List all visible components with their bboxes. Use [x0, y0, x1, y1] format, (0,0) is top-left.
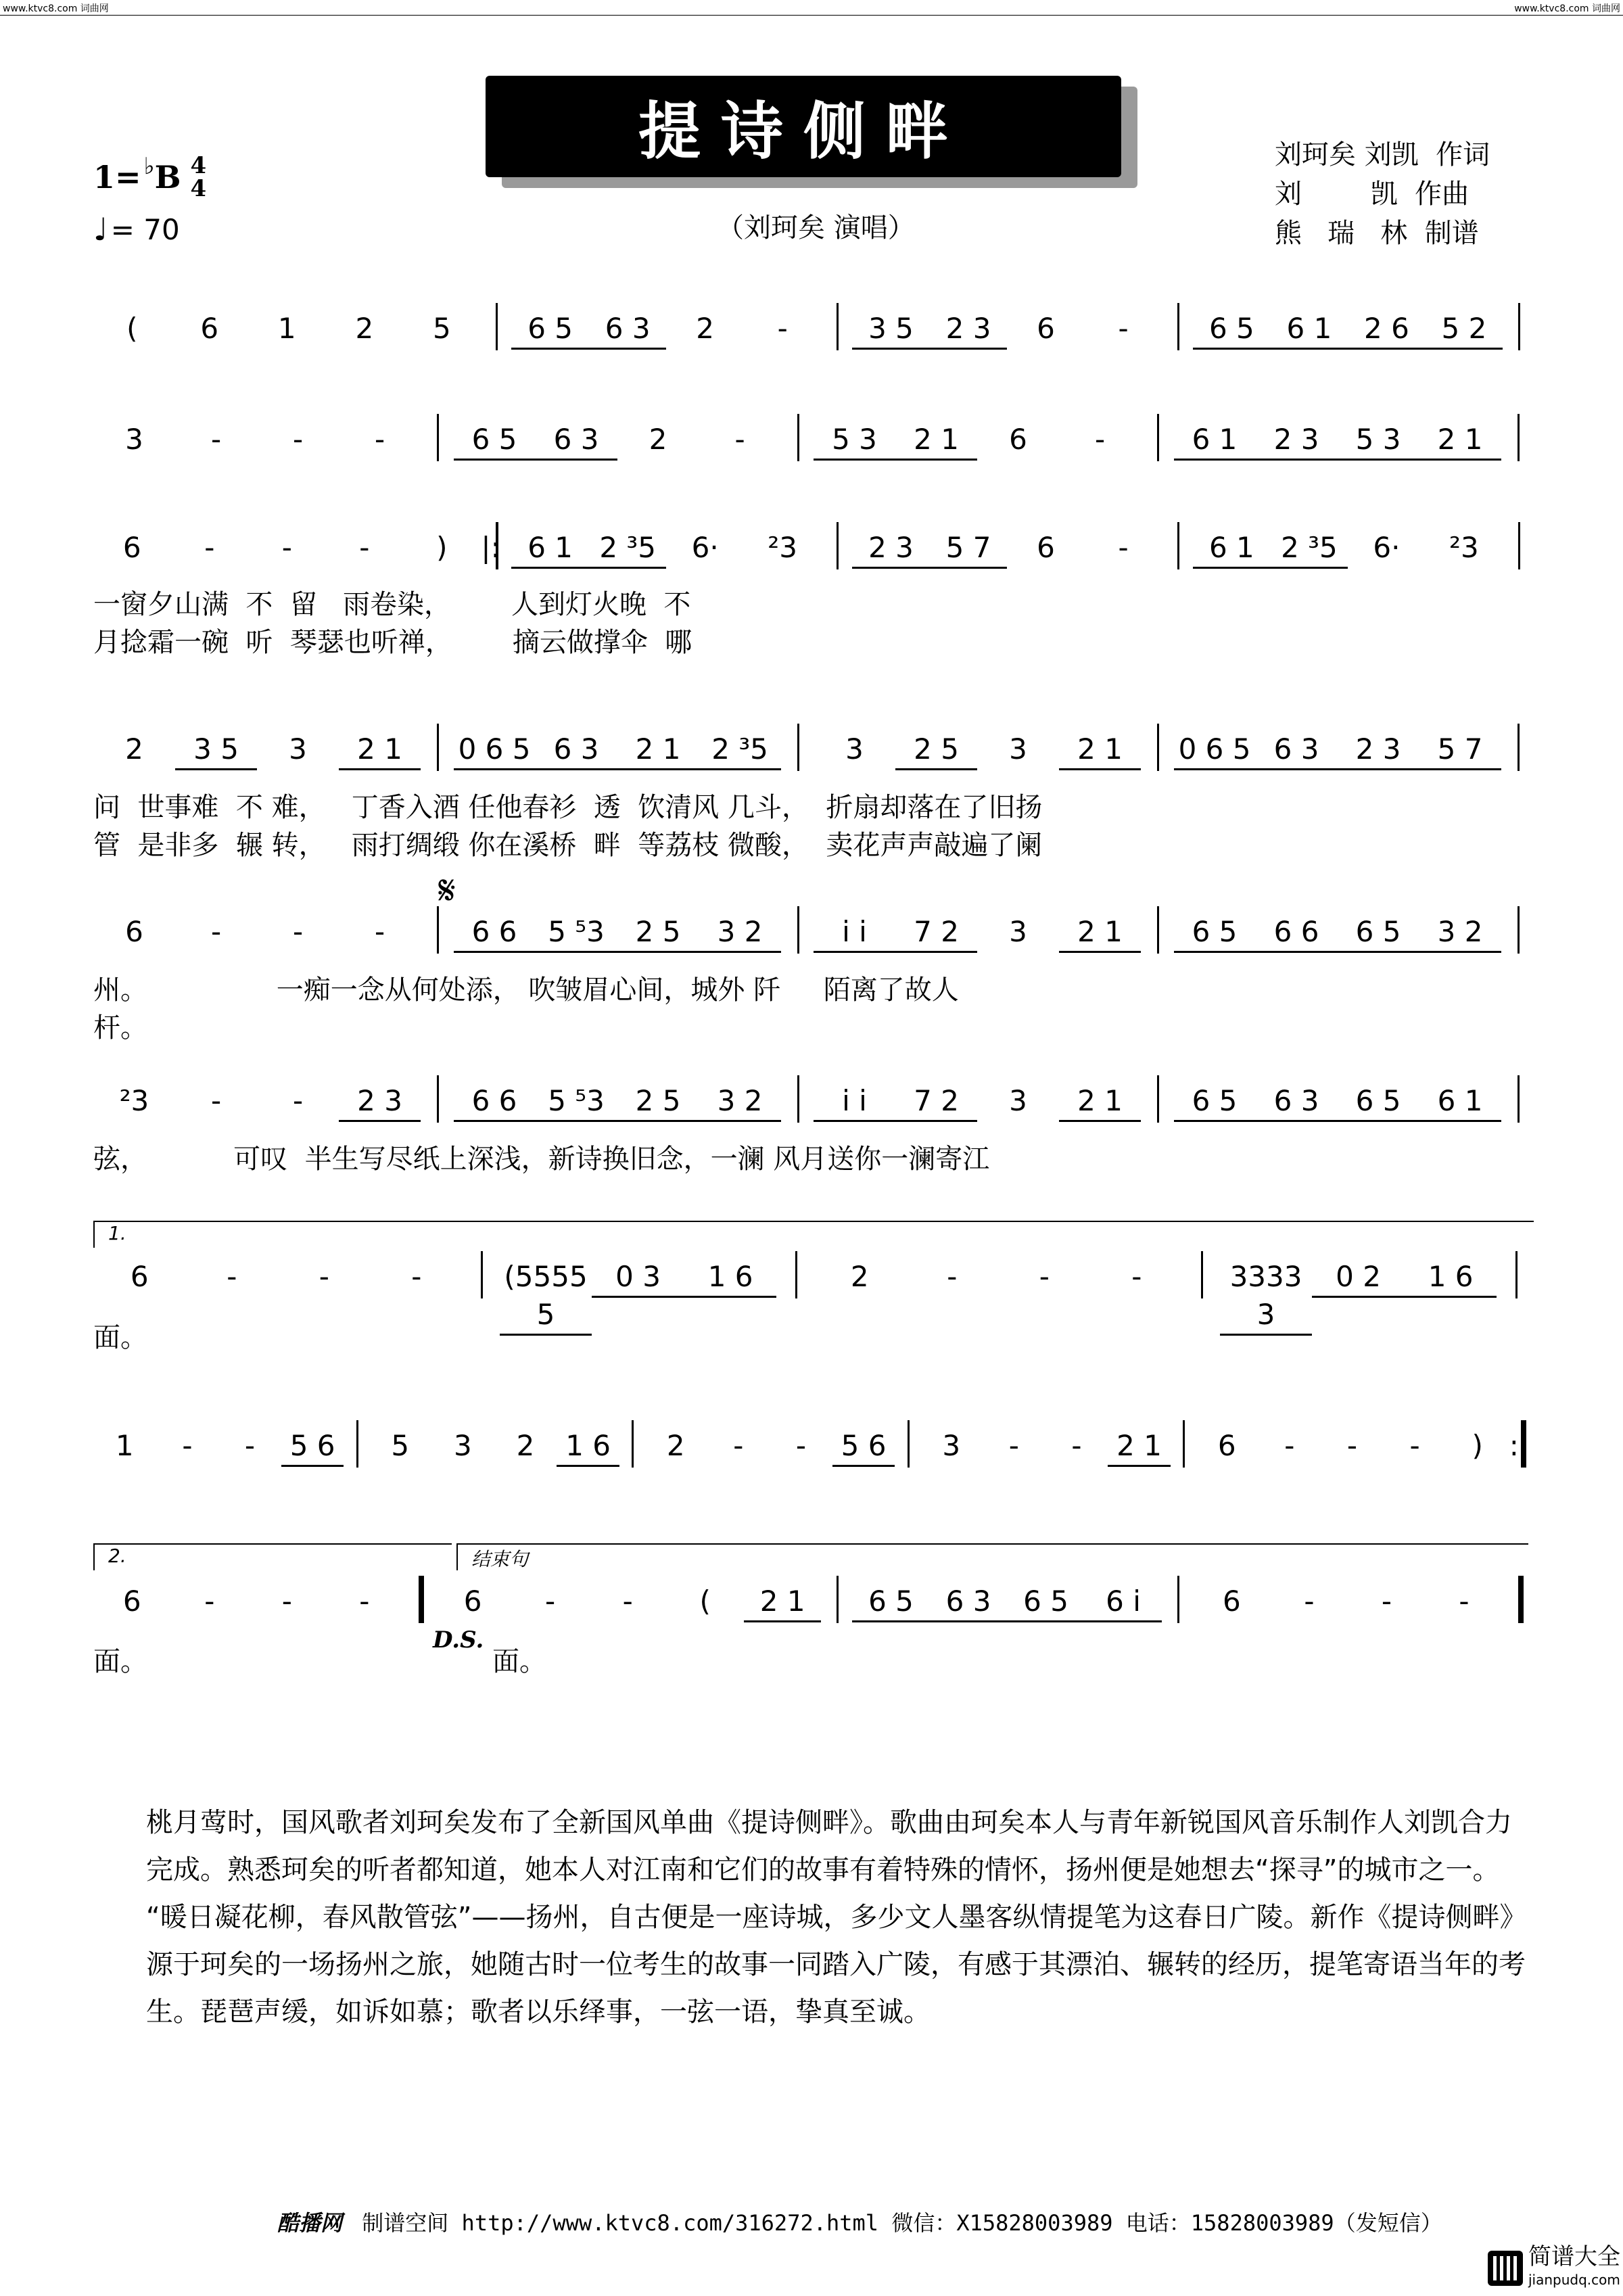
lyric-line: 一窗夕山满 不 留 雨卷染， 人到灯火晚 不 [93, 589, 691, 620]
note: 6 [1037, 531, 1055, 564]
score-row [93, 529, 1534, 569]
ending-label: 结束句 [456, 1543, 1528, 1570]
note: - [319, 1260, 329, 1293]
site-header-left[interactable]: www.ktvc8.com 词曲网 [3, 3, 109, 14]
note: 6 5 [1338, 1082, 1419, 1122]
note: - [210, 423, 222, 456]
barline [837, 303, 839, 350]
note: 5 3 [814, 421, 895, 461]
footer-brand: 酷播网 [277, 2210, 343, 2236]
lyric-line: 面。 [93, 1322, 147, 1353]
note: 6 1 [511, 529, 589, 569]
note: 2 1 [895, 421, 977, 461]
score-row [93, 1258, 1534, 1331]
note: 1 6 [1405, 1258, 1497, 1298]
note: 5 2 [1426, 310, 1503, 350]
note: - [734, 423, 745, 456]
time-numerator: 4 [190, 152, 207, 179]
barline [632, 1420, 634, 1468]
note: 3 [1009, 1084, 1027, 1117]
title-banner [486, 76, 1121, 177]
note: 6 5 [1174, 1082, 1256, 1122]
note: 6 5 [511, 310, 589, 350]
note: 6 [1037, 312, 1055, 345]
note: 7 2 [895, 1082, 977, 1122]
note: - [1008, 1429, 1019, 1462]
volta-2: 2. [93, 1543, 452, 1570]
note: 5 ⁵3 [536, 1082, 617, 1122]
note: 3 [1009, 915, 1027, 948]
note: - [210, 1084, 222, 1117]
quarter-note-icon: ♩ [93, 211, 108, 248]
lyric-line: 州。 一痴一念从何处添， 吹皱眉心间，城外 阡 陌离了故人 [93, 975, 959, 1006]
note: 1 6 [557, 1427, 619, 1467]
note: 1 [277, 312, 296, 345]
note: 7 2 [895, 913, 977, 953]
note: 2 1 [1059, 730, 1141, 770]
note: 0 6 5 [1174, 730, 1256, 770]
lyric-line: 弦， 可叹 半生写尽纸上深浅，新诗换旧念，一澜 风月送你一澜寄江 [93, 1144, 990, 1175]
barline [1177, 522, 1179, 569]
note: 6· [691, 531, 719, 564]
note: 2 5 [617, 1082, 699, 1122]
note: 2 [850, 1260, 869, 1293]
barline [1518, 724, 1520, 771]
barline [496, 303, 498, 350]
barline [437, 1075, 439, 1123]
note: 2 3 [1338, 730, 1419, 770]
note: 2 5 [617, 913, 699, 953]
note: 1 [115, 1429, 134, 1462]
note: 2 3 [1256, 421, 1338, 461]
note: - [292, 915, 304, 948]
note: 6 [122, 1585, 141, 1618]
barline [797, 724, 799, 771]
credit-music: 刘 凯 作曲 [1275, 179, 1469, 210]
barline [795, 1251, 797, 1298]
barline [1177, 1576, 1179, 1623]
note: - [1409, 1429, 1420, 1462]
barline [1201, 1251, 1203, 1298]
score-row [93, 1583, 1534, 1623]
note: 3 5 [852, 310, 930, 350]
logo-url: jianpudq.com [1528, 2272, 1620, 2288]
note: - [244, 1429, 256, 1462]
lyric-line: 面。 [492, 1646, 546, 1677]
score-row [93, 1427, 1534, 1468]
note: 6 6 [454, 1082, 536, 1122]
note: 6 [1223, 1585, 1241, 1618]
note: ( [126, 312, 138, 345]
score-row [93, 421, 1534, 461]
note: 6 3 [589, 310, 667, 350]
note: 6 1 [1174, 421, 1256, 461]
note: - [411, 1260, 422, 1293]
barline [1157, 414, 1159, 461]
footer [277, 2206, 1442, 2237]
barline [437, 414, 439, 461]
note: 2 [125, 732, 143, 766]
note: 5 [391, 1429, 410, 1462]
note: - [1071, 1429, 1082, 1462]
key-signature [93, 154, 206, 200]
note: 6 5 [454, 421, 536, 461]
lyric-line: 管 是非多 辗 转， 雨打绸缎 你在溪桥 畔 等荔枝 微酸， 卖花声声敲遍了阑 [93, 830, 1043, 861]
note: ) [1472, 1429, 1483, 1462]
note: - [795, 1429, 807, 1462]
barline [1518, 1576, 1524, 1623]
barline [1518, 1075, 1520, 1123]
note: - [210, 915, 222, 948]
note: - [1118, 531, 1129, 564]
note: 6 5 [1193, 310, 1271, 350]
note: 3 2 [699, 1082, 781, 1122]
note: 2 1 [1419, 421, 1501, 461]
barline [481, 1251, 483, 1298]
note: 6 5 [852, 1583, 930, 1622]
note: - [733, 1429, 744, 1462]
barline [1157, 1075, 1159, 1123]
note: 2 ³5 [699, 730, 781, 770]
credit-score: 熊 瑞 林 制谱 [1275, 218, 1479, 249]
score-row [93, 730, 1534, 771]
note: - [292, 1084, 304, 1117]
key-note: B [154, 159, 181, 195]
note: - [1459, 1585, 1469, 1618]
note: - [182, 1429, 193, 1462]
note: 3333 3 [1220, 1258, 1313, 1336]
note: 6 3 [930, 1583, 1008, 1622]
note: 2 1 [339, 730, 421, 770]
note: 2 3 [852, 529, 930, 569]
note: - [1118, 312, 1129, 345]
barline [837, 1576, 839, 1623]
volta-1: 1. [93, 1221, 1534, 1248]
note: 2 1 [1059, 913, 1141, 953]
piano-keys-icon [1488, 2251, 1523, 2286]
barline [1518, 522, 1520, 569]
note: 3 [125, 423, 143, 456]
note: - [1284, 1429, 1295, 1462]
note: 2 5 [895, 730, 977, 770]
barline [1518, 906, 1520, 954]
note: - [281, 1585, 292, 1618]
note: - [281, 531, 292, 564]
note: - [204, 531, 215, 564]
note: 6 3 [1256, 730, 1338, 770]
note: 3 2 [1419, 913, 1501, 953]
note: - [622, 1585, 633, 1618]
note: 6 [200, 312, 219, 345]
barline [437, 724, 439, 771]
barline [419, 1576, 424, 1623]
note: 3 [1009, 732, 1027, 766]
note: 6 6 [1256, 913, 1338, 953]
lyric-line: 月捻霜一碗 听 琴瑟也听禅， 摘云做撑伞 哪 [93, 627, 692, 658]
barline [356, 1420, 358, 1468]
note: 6· [1373, 531, 1401, 564]
note: 5 ⁵3 [536, 913, 617, 953]
time-denominator: 4 [190, 175, 207, 202]
note: ) [436, 531, 448, 564]
ds-marking: D.S. [433, 1626, 484, 1654]
flat-symbol: ♭ [143, 153, 155, 180]
note: 6 5 [1007, 1583, 1085, 1622]
note: 5 6 [832, 1427, 895, 1467]
header-divider [0, 15, 1623, 16]
barline [797, 1075, 799, 1123]
note: 5 3 [1338, 421, 1419, 461]
score-row [93, 913, 1534, 954]
note: 3 [289, 732, 307, 766]
score-row [93, 1082, 1534, 1123]
barline [908, 1420, 910, 1468]
note: 6 i [1085, 1583, 1162, 1622]
note: - [227, 1260, 237, 1293]
site-logo[interactable] [1488, 2245, 1620, 2291]
note: 6 3 [536, 730, 617, 770]
note: - [947, 1260, 958, 1293]
tempo-marking [93, 211, 180, 248]
note: - [1346, 1429, 1357, 1462]
barline [1518, 414, 1520, 461]
footer-text[interactable]: 制谱空间 http://www.ktvc8.com/316272.html 微信：X15828003989 电话：15828003989（发短信） [362, 2210, 1442, 2236]
note: ²3 [119, 1084, 149, 1117]
note: 3 [942, 1429, 961, 1462]
note: i i [814, 913, 895, 953]
note: 5 7 [1419, 730, 1501, 770]
desc-line: 生。琵琶声缓，如诉如慕；歌者以乐绎事，一弦一语，挚真至诚。 [146, 1996, 931, 2028]
score-row [93, 310, 1534, 350]
note: 2 [516, 1429, 535, 1462]
note: - [1094, 423, 1106, 456]
note: - [374, 423, 385, 456]
note: 2 6 [1348, 310, 1426, 350]
note: ²3 [1449, 531, 1479, 564]
note: 6 [130, 1260, 149, 1293]
note: - [374, 915, 385, 948]
singer-label: （刘珂矣 演唱） [717, 212, 915, 243]
note: 6 3 [1256, 1082, 1338, 1122]
logo-name: 简谱大全 [1528, 2243, 1620, 2270]
tempo-value: = 70 [110, 212, 180, 246]
note: - [1304, 1585, 1315, 1618]
note: 6 1 [1193, 529, 1271, 569]
note: 2 1 [1059, 1082, 1141, 1122]
note: 2 [355, 312, 374, 345]
note: 2 [696, 312, 715, 345]
note: 6 [1217, 1429, 1236, 1462]
barline [1518, 303, 1520, 350]
segno-icon: 𝄋 [438, 867, 456, 914]
note: - [1131, 1260, 1142, 1293]
note: 6 [125, 915, 143, 948]
note: 0 2 [1312, 1258, 1405, 1298]
note: 6 5 [1338, 913, 1419, 953]
note: 5 6 [281, 1427, 344, 1467]
lyric-line: 问 世事难 不 难， 丁香入酒 任他春衫 透 饮清风 几斗， 折扇却落在了旧扬 [93, 792, 1043, 823]
note: 0 3 [592, 1258, 684, 1298]
description [146, 1799, 1526, 2036]
note: i i [814, 1082, 895, 1122]
note: 6 [122, 531, 141, 564]
note: - [777, 312, 788, 345]
barline [1515, 1251, 1518, 1298]
barline [1157, 906, 1159, 954]
note: - [359, 1585, 370, 1618]
time-signature [191, 154, 207, 200]
desc-line: 桃月莺时，国风歌者刘珂矣发布了全新国风单曲《提诗侧畔》。歌曲由珂矣本人与青年新锐国风音乐制作人刘凯合力 [146, 1807, 1512, 1838]
barline [797, 414, 799, 461]
note: ²3 [768, 531, 797, 564]
note: 6 3 [536, 421, 617, 461]
barline [1157, 724, 1159, 771]
note: - [204, 1585, 215, 1618]
note: 2 1 [744, 1583, 822, 1622]
note: 6 [1009, 423, 1027, 456]
note: 6 6 [454, 913, 536, 953]
note: 2 [649, 423, 667, 456]
note: - [1039, 1260, 1050, 1293]
note: - [292, 423, 304, 456]
note: (5555 5 [500, 1258, 592, 1336]
barline [1177, 303, 1179, 350]
note: 2 3 [339, 1082, 421, 1122]
note: 2 ³5 [1271, 529, 1348, 569]
note: 5 7 [930, 529, 1008, 569]
desc-line: 完成。熟悉珂矣的听者都知道，她本人对江南和它们的故事有着特殊的情怀，扬州便是她想去“探寻”的城市之一。 [146, 1854, 1500, 1885]
note: 6 1 [1419, 1082, 1501, 1122]
note: 3 2 [699, 913, 781, 953]
barline [837, 522, 839, 569]
note: 6 1 [1271, 310, 1348, 350]
page-title: 提诗侧畔 [638, 95, 968, 168]
note: 6 5 [1174, 913, 1256, 953]
lyric-line: 面。 [93, 1646, 147, 1677]
note: 2 1 [617, 730, 699, 770]
repeat-sign: :| [1509, 1429, 1529, 1462]
barline [797, 906, 799, 954]
note: 2 [666, 1429, 685, 1462]
note: 3 5 [175, 730, 257, 770]
note: 3 [454, 1429, 472, 1462]
credits [1275, 135, 1490, 253]
key-prefix: 1= [93, 159, 141, 195]
site-header-right[interactable]: www.ktvc8.com 词曲网 [1514, 3, 1620, 14]
note: 1 6 [684, 1258, 777, 1298]
note: ( [699, 1585, 711, 1618]
note: 3 [845, 732, 864, 766]
repeat-sign: |: [481, 531, 500, 564]
note: - [545, 1585, 556, 1618]
note: 6 [463, 1585, 482, 1618]
credit-lyrics: 刘珂矣 刘凯 作词 [1275, 139, 1490, 170]
desc-line: “暖日凝花柳，春风散管弦”——扬州，自古便是一座诗城，多少文人墨客纵情提笔为这春日广陵。新作《提诗侧畔》 [146, 1902, 1527, 1933]
note: - [359, 531, 370, 564]
note: 0 6 5 [454, 730, 536, 770]
note: 2 1 [1108, 1427, 1171, 1467]
note: - [1381, 1585, 1392, 1618]
note: 5 [432, 312, 451, 345]
note: 2 3 [930, 310, 1008, 350]
note: 2 ³5 [589, 529, 667, 569]
barline [1183, 1420, 1185, 1468]
desc-line: 源于珂矣的一场扬州之旅，她随古时一位考生的故事一同踏入广陵，有感于其漂泊、辗转的经历，提笔寄语当年的考 [146, 1949, 1526, 1980]
lyric-line: 杆。 [93, 1012, 147, 1044]
